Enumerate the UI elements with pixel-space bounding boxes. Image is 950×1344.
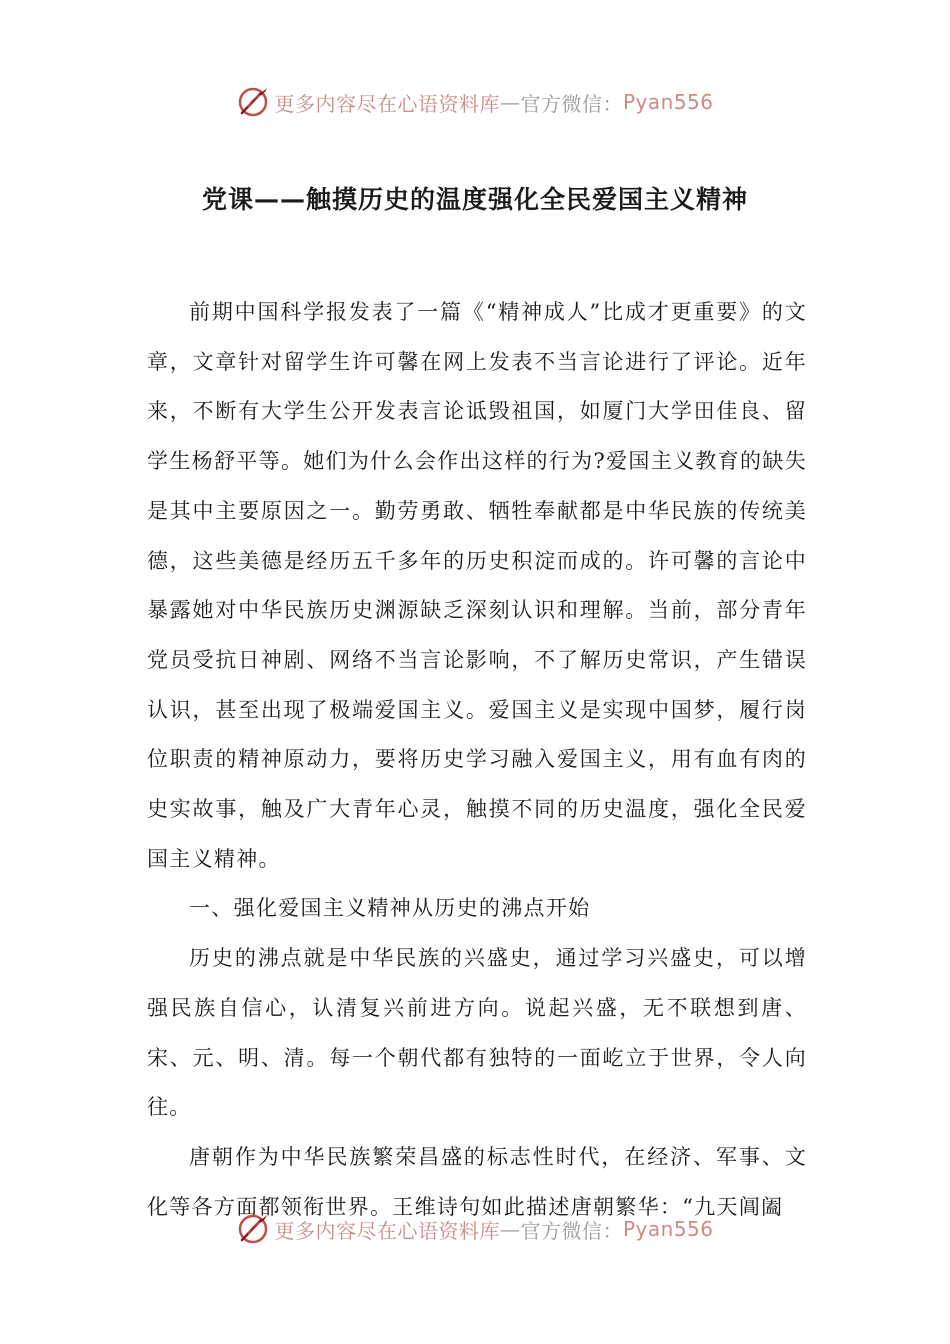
banner-main-text: 更多内容尽在心语资料库 bbox=[274, 1218, 500, 1243]
document-title: 党课——触摸历史的温度强化全民爱国主义精神 bbox=[201, 185, 748, 214]
banner-sub-text: 官方微信： bbox=[520, 1218, 623, 1243]
paragraph-tang-dynasty: 唐朝作为中华民族繁荣昌盛的标志性时代，在经济、军事、文化等各方面都领衔世界。王维诗句如此描述唐朝繁华：“九天阊阖 bbox=[147, 1144, 807, 1219]
banner-dash: — bbox=[499, 90, 521, 114]
footer-watermark-banner bbox=[0, 1209, 950, 1249]
quill-logo-icon bbox=[236, 85, 270, 119]
paragraph-intro: 前期中国科学报发表了一篇《“精神成人”比成才更重要》的文章，文章针对留学生许可馨在网上发表不当言论进行了评论。近年来，不断有大学生公开发表言论诋毁祖国，如厦门大学田佳良、留学生杨舒平等。她们为什么会作出这样的行为?爱国主义教育的缺失是其中主要原因之一。勤劳勇敢、牺牲奉献都是中华民族的传统美德，这些美德是经历五千多年的历史积淀而成的。许可馨的言论中暴露她对中华民族历史渊源缺乏深刻认识和理解。当前，部分青年党员受抗日神剧、网络不当言论影响，不了解历史常识，产生错误认识，甚至出现了极端爱国主义。爱国主义是实现中国梦，履行岗位职责的精神原动力，要将历史学习融入爱国主义，用有血有肉的史实故事，触及广大青年心灵，触摸不同的历史温度，强化全民爱国主义精神。 bbox=[147, 300, 807, 871]
paragraph-boiling-point: 历史的沸点就是中华民族的兴盛史，通过学习兴盛史，可以增强民族自信心，认清复兴前进方向。说起兴盛，无不联想到唐、宋、元、明、清。每一个朝代都有独特的一面屹立于世界，令人向往。 bbox=[147, 946, 807, 1120]
banner-dash: — bbox=[499, 1217, 521, 1241]
banner-wechat-id: Pyan556 bbox=[622, 90, 714, 114]
banner-sub-text: 官方微信： bbox=[520, 91, 623, 116]
banner-wechat-id: Pyan556 bbox=[622, 1217, 714, 1241]
banner-main-text: 更多内容尽在心语资料库 bbox=[274, 91, 500, 116]
header-watermark-banner bbox=[0, 82, 950, 122]
document-body bbox=[147, 288, 807, 1232]
section-heading: 一、强化爱国主义精神从历史的沸点开始 bbox=[189, 896, 591, 921]
quill-logo-icon bbox=[236, 1212, 270, 1246]
